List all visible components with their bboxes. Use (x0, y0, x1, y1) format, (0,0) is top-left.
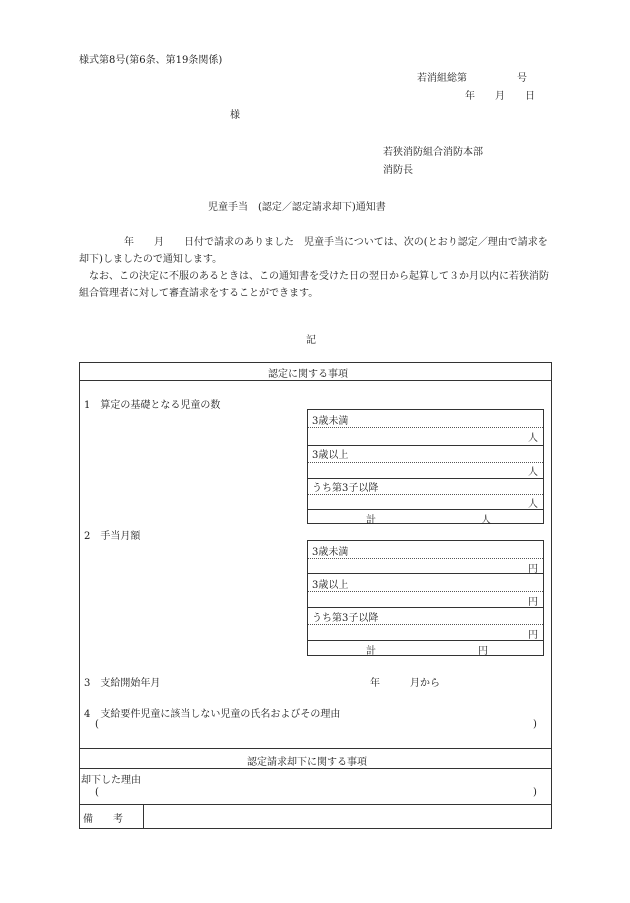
document-title: 児童手当 (認定／認定請求却下)通知書 (208, 202, 386, 213)
amount-total-unit: 円 (478, 646, 488, 657)
document-number: 若消組総第 号 (417, 73, 527, 84)
notice-paragraph-1: 年 月 日付で請求のありました 児童手当については、次の(とおり認定／理由で請求を却下)しましたので通知します。 (79, 237, 548, 265)
amount-total-label: 計 (366, 646, 376, 657)
item-start-month-value: 年 月から (370, 678, 440, 689)
children-total-unit: 人 (481, 515, 491, 526)
form-number: 様式第8号(第6条、第19条関係) (79, 55, 223, 66)
item-non-eligible-children-label: 4 支給要件児童に該当しない児童の氏名およびその理由 (84, 709, 341, 720)
rejection-paren-open: ( (95, 787, 99, 798)
children-row-over3-unit: 人 (528, 467, 538, 478)
children-row-under3-unit: 人 (528, 433, 538, 444)
item-start-month-label: 3 支給開始年月 (84, 678, 161, 689)
issue-date: 年 月 日 (465, 91, 535, 102)
amount-row-under3-unit: 円 (528, 564, 538, 575)
notice-paragraph-2: なお、この決定に不服のあるときは、この通知書を受けた日の翌日から起算して３か月以内に若狭消防組合管理者に対して審査請求をすることができます。 (79, 271, 549, 299)
remarks-label: 備 考 (83, 814, 123, 825)
amount-row-under3-label: 3歳未満 (312, 547, 349, 558)
sender-organization: 若狭消防組合消防本部 (383, 147, 483, 158)
addressee-suffix: 様 (230, 110, 240, 121)
section-rejection-header: 認定請求却下に関する事項 (247, 757, 367, 768)
non-eligible-paren-open: ( (95, 719, 99, 730)
children-row-third-unit: 人 (528, 499, 538, 510)
amount-row-third-label: うち第3子以降 (312, 613, 379, 624)
children-row-under3-label: 3歳未満 (312, 416, 349, 427)
children-total-label: 計 (366, 515, 376, 526)
item-monthly-amount-label: 2 手当月額 (84, 531, 141, 542)
rejection-reason-label: 却下した理由 (81, 775, 141, 786)
section-recognition-header: 認定に関する事項 (268, 369, 348, 380)
sender-title: 消防長 (383, 165, 413, 176)
amount-row-over3-unit: 円 (528, 597, 538, 608)
children-row-third-label: うち第3子以降 (312, 483, 379, 494)
rejection-paren-close: ) (533, 787, 537, 798)
amount-row-over3-label: 3歳以上 (312, 580, 349, 591)
item-children-count-label: 1 算定の基礎となる児童の数 (84, 400, 221, 411)
ki-marker: 記 (306, 335, 316, 346)
notice-body (79, 234, 551, 302)
amount-row-third-unit: 円 (528, 630, 538, 641)
children-row-over3-label: 3歳以上 (312, 450, 349, 461)
non-eligible-paren-close: ) (533, 719, 537, 730)
